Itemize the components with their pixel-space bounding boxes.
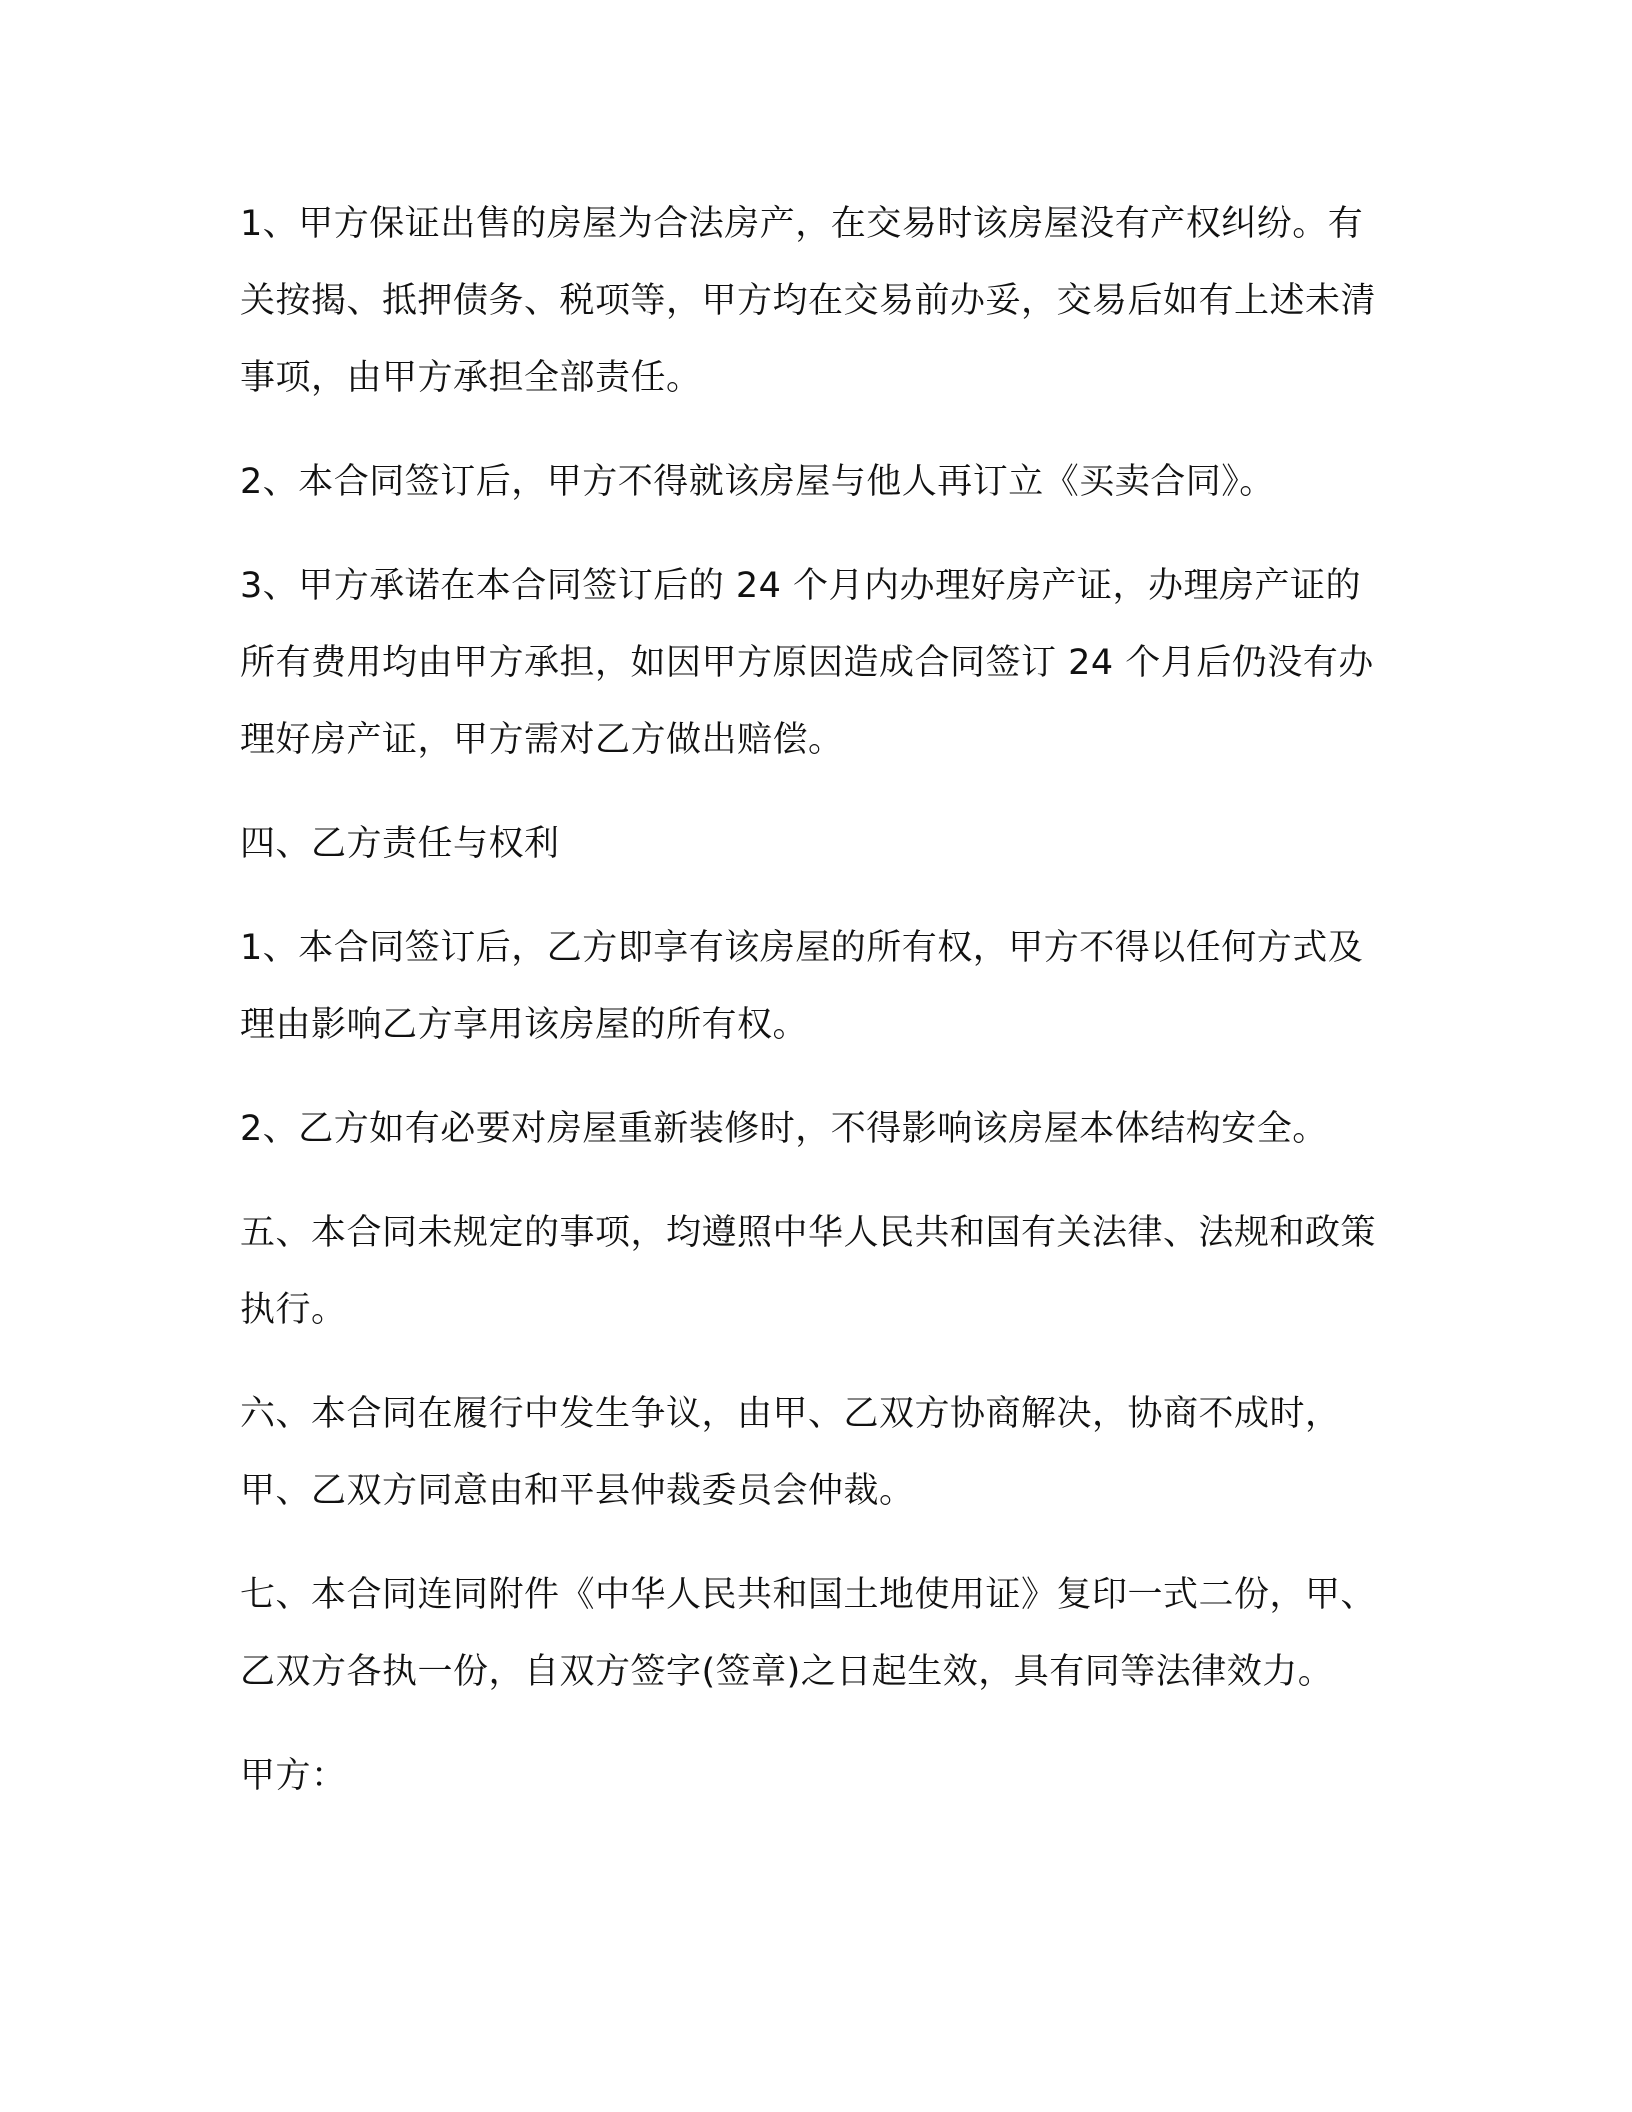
section-heading-buyer-rights: 四、乙方责任与权利: [240, 824, 560, 864]
document-body: [240, 186, 1390, 1842]
clause-no-resale: 2、本合同签订后，甲方不得就该房屋与他人再订立《买卖合同》。: [240, 462, 1275, 502]
clause-applicable-law: 五、本合同未规定的事项，均遵照中华人民共和国有关法律、法规和政策执行。: [240, 1213, 1377, 1330]
clause-dispute-resolution: 六、本合同在履行中发生争议，由甲、乙双方协商解决，协商不成时，甲、乙双方同意由和平县仲裁委员会仲裁。: [240, 1394, 1341, 1511]
clause-renovation: 2、乙方如有必要对房屋重新装修时，不得影响该房屋本体结构安全。: [240, 1109, 1328, 1149]
clause-buyer-ownership: 1、本合同签订后，乙方即享有该房屋的所有权，甲方不得以任何方式及理由影响乙方享用该房屋的所有权。: [240, 928, 1364, 1045]
clause-property-certificate: 3、甲方承诺在本合同签订后的 24 个月内办理好房产证，办理房产证的所有费用均由甲方承担，如因甲方原因造成合同签订 24 个月后仍没有办理好房产证，甲方需对乙方做出赔偿。: [240, 566, 1374, 760]
clause-copies-effectiveness: 七、本合同连同附件《中华人民共和国土地使用证》复印一式二份，甲、乙双方各执一份，自双方签字(签章)之日起生效，具有同等法律效力。: [240, 1575, 1377, 1692]
clause-seller-guarantee: 1、甲方保证出售的房屋为合法房产，在交易时该房屋没有产权纠纷。有关按揭、抵押债务、税项等，甲方均在交易前办妥，交易后如有上述未清事项，由甲方承担全部责任。: [240, 204, 1377, 398]
signature-label-party-a: 甲方：: [240, 1756, 347, 1796]
